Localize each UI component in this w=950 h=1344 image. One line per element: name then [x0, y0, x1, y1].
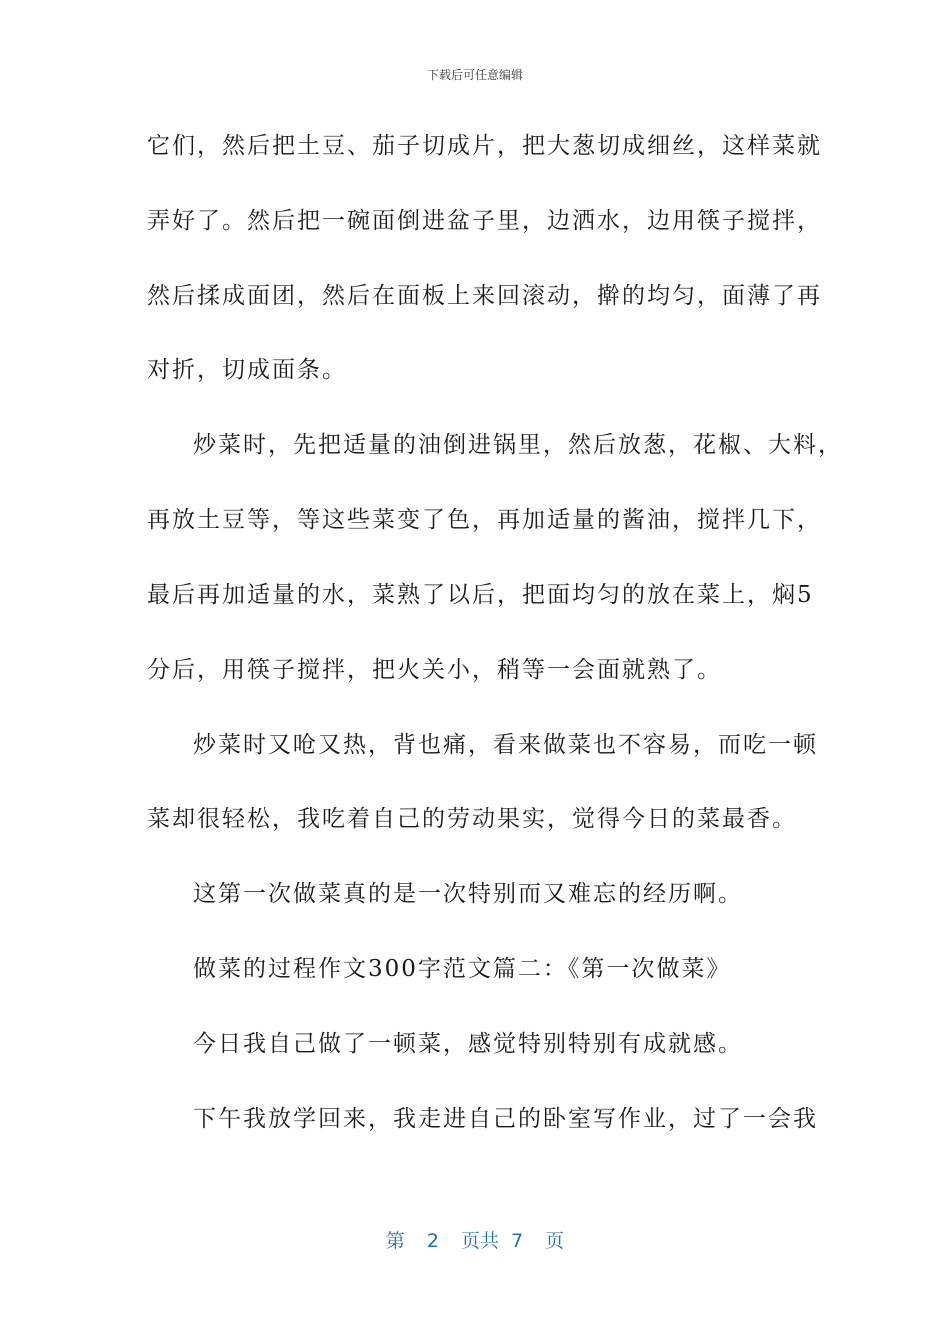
text-line: 菜却很轻松，我吃着自己的劳动果实，觉得今日的菜最香。	[147, 806, 797, 832]
paragraph-start-line: 炒菜时又呛又热，背也痛，看来做菜也不容易，而吃一顿	[193, 732, 818, 758]
section-heading: 做菜的过程作文300字范文篇二：《第一次做菜》	[193, 956, 732, 982]
text-line: 最后再加适量的水，菜熟了以后，把面均匀的放在菜上，焖5	[147, 582, 814, 608]
paragraph-start-line: 今日我自己做了一顿菜，感觉特别特别有成就感。	[193, 1031, 743, 1057]
text-line: 分后，用筷子搅拌，把火关小，稍等一会面就熟了。	[147, 657, 722, 683]
page-header: 下载后可任意编辑	[426, 68, 523, 82]
text-line: 再放土豆等，等这些菜变了色，再加适量的酱油，搅拌几下，	[147, 507, 822, 533]
footer-ye-gong: 页共	[460, 1230, 499, 1252]
text-line: 对折，切成面条。	[147, 357, 347, 383]
footer-ye: 页	[545, 1230, 565, 1252]
page-footer	[0, 1226, 950, 1253]
text-line: 弄好了。然后把一碗面倒进盆子里，边洒水，边用筷子搅拌，	[147, 208, 822, 234]
text-line: 然后揉成面团，然后在面板上来回滚动，擀的均匀，面薄了再	[147, 283, 822, 309]
text-line: 它们，然后把土豆、茄子切成片，把大葱切成细丝，这样菜就	[147, 133, 822, 159]
footer-di: 第	[385, 1230, 405, 1252]
paragraph-start-line: 这第一次做菜真的是一次特别而又难忘的经历啊。	[193, 881, 743, 907]
footer-page-number: 2	[426, 1230, 439, 1252]
paragraph-start-line: 下午我放学回来，我走进自己的卧室写作业，过了一会我	[193, 1106, 818, 1132]
paragraph-start-line: 炒菜时，先把适量的油倒进锅里，然后放葱，花椒、大料，	[193, 432, 843, 458]
footer-total-pages: 7	[511, 1230, 524, 1252]
